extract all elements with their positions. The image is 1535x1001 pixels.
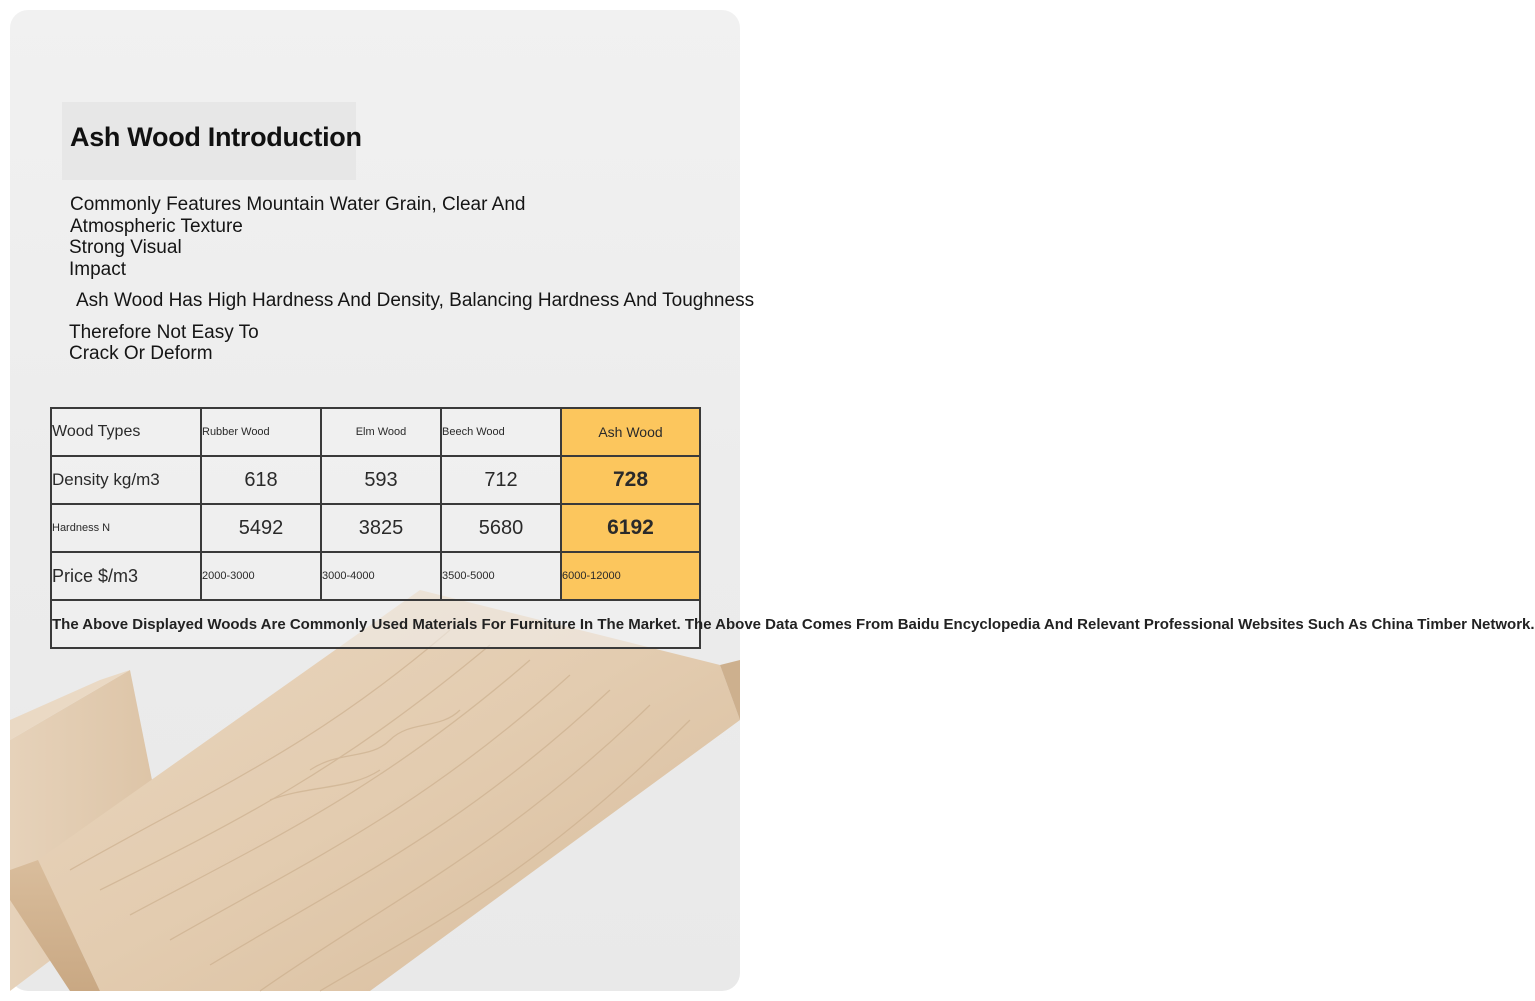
header-cell: Beech Wood <box>441 408 561 456</box>
table-note-text: The Above Displayed Woods Are Commonly Used Materials For Furniture In The Market. The Above Data Comes From Baidu Encyclopedia And Relevant Professional Websites Such As China Timber Network. <box>52 615 1535 633</box>
table-cell-highlight: 728 <box>561 456 700 504</box>
intro-text-line: Strong Visual <box>69 237 182 258</box>
table-row <box>51 504 700 552</box>
header-cell: Rubber Wood <box>201 408 321 456</box>
row-label: Density kg/m3 <box>51 456 201 504</box>
intro-text-line: Commonly Features Mountain Water Grain, Clear And <box>70 194 526 215</box>
table-note <box>51 600 1535 648</box>
table-cell-highlight: 6000-12000 <box>561 552 700 600</box>
wood-comparison-table <box>50 407 1535 649</box>
intro-text-line: Impact <box>69 259 127 280</box>
table-cell: 3000-4000 <box>321 552 441 600</box>
header-cell-highlight: Ash Wood <box>561 408 700 456</box>
table-cell: 3500-5000 <box>441 552 561 600</box>
table-cell: 712 <box>441 456 561 504</box>
intro-text-line: Crack Or Deform <box>69 343 213 364</box>
intro-text-line: Ash Wood Has High Hardness And Density, Balancing Hardness And Toughness <box>76 290 755 311</box>
table-cell-highlight: 6192 <box>561 504 700 552</box>
table-cell: 2000-3000 <box>201 552 321 600</box>
row-label: Price $/m3 <box>51 552 201 600</box>
table-cell: 618 <box>201 456 321 504</box>
table-cell: 5492 <box>201 504 321 552</box>
product-card <box>10 10 1535 991</box>
table-row <box>51 456 700 504</box>
row-label: Hardness N <box>51 504 201 552</box>
header-cell: Wood Types <box>51 408 201 456</box>
header-cell: Elm Wood <box>321 408 441 456</box>
table-cell: 593 <box>321 456 441 504</box>
table-cell: 3825 <box>321 504 441 552</box>
table-row <box>51 552 700 600</box>
table-cell: 5680 <box>441 504 561 552</box>
table-header-row <box>51 408 700 456</box>
intro-text-line: Atmospheric Texture <box>70 216 243 237</box>
page-title: Ash Wood Introduction <box>70 122 362 152</box>
intro-text-line: Therefore Not Easy To <box>69 322 259 343</box>
table-note-row <box>51 600 700 648</box>
